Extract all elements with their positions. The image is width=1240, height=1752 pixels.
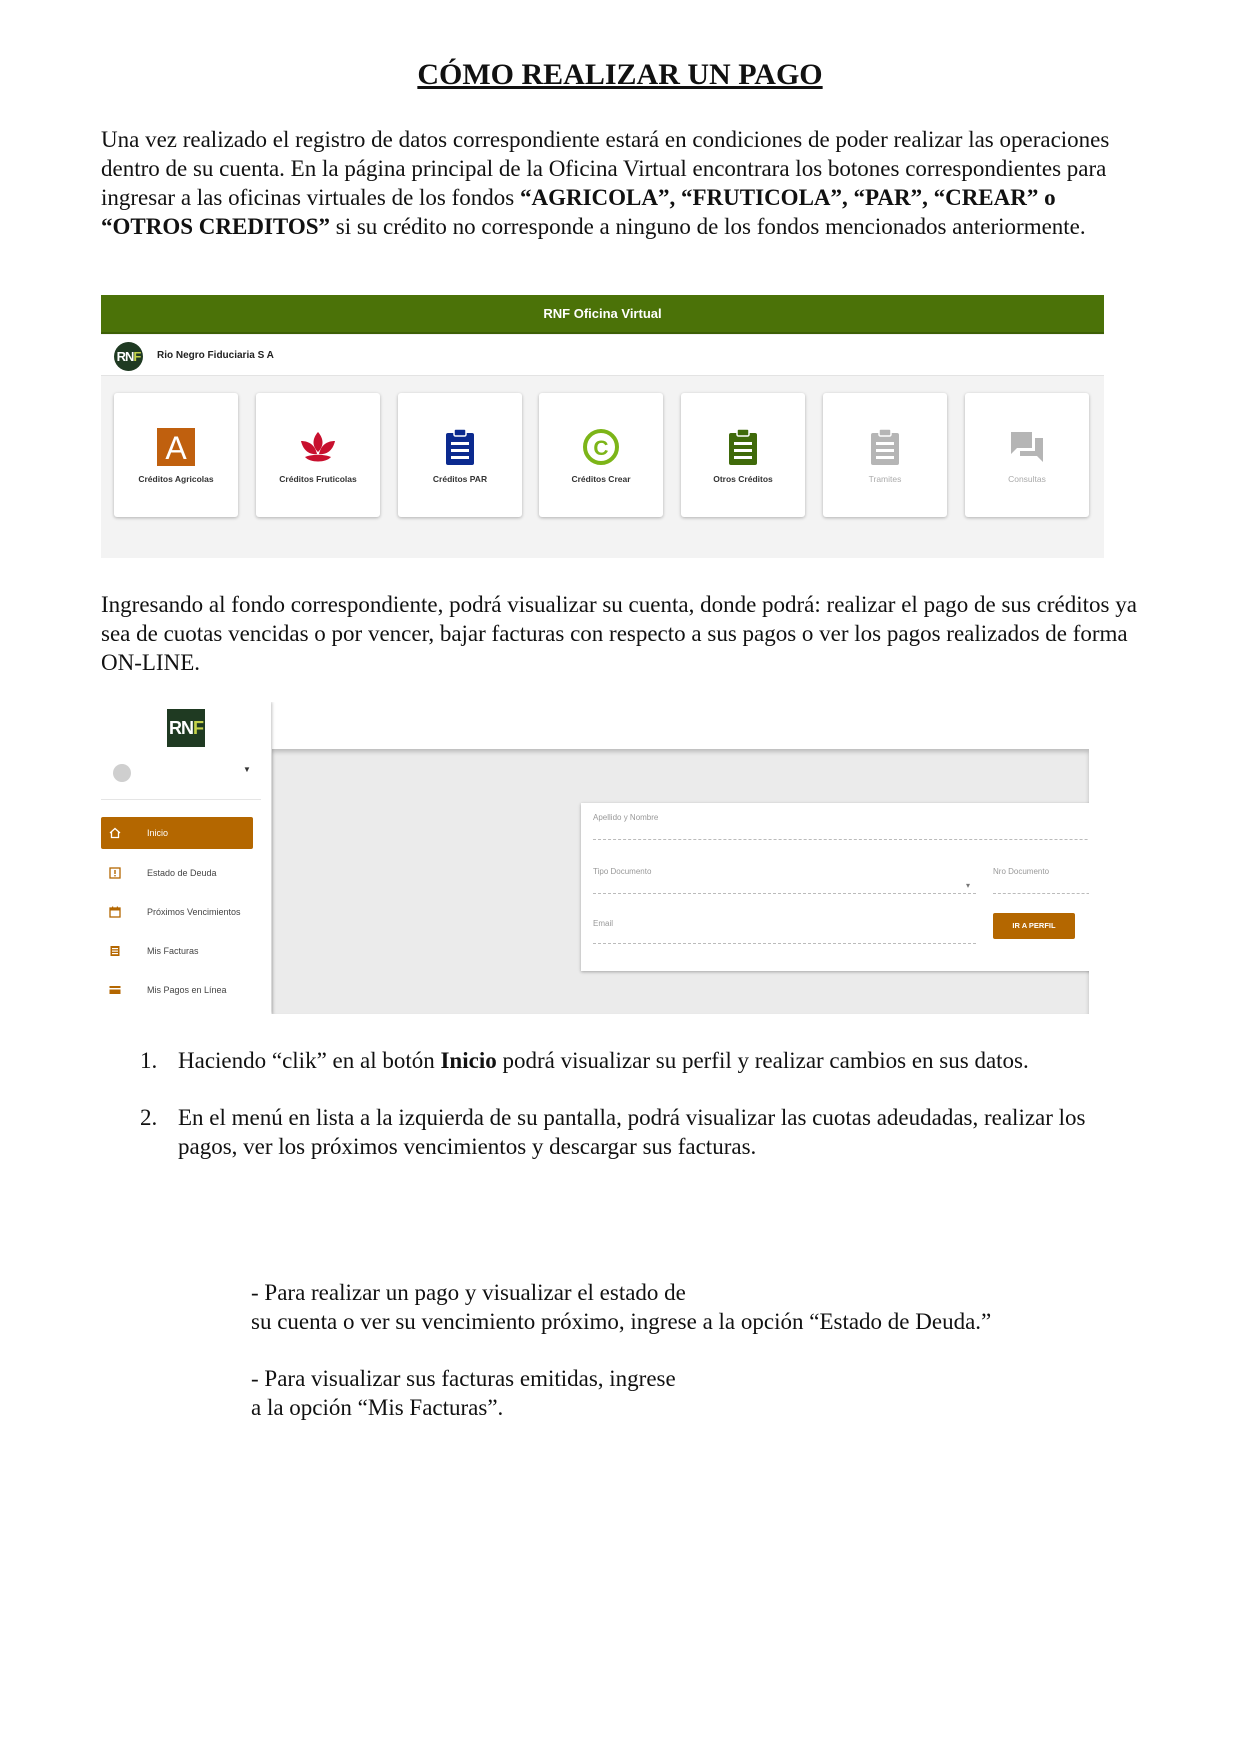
chevron-down-icon: ▾: [966, 881, 971, 890]
card-otros-creditos[interactable]: [681, 393, 805, 517]
intro-text-1: Una vez realizado el registro de datos correspondiente estará en condiciones de poder realizar las operaciones dentro de su cuenta. En la página principal de la Oficina Virtual encontrara los botones correspondientes para ingresar a las oficinas virtuales de los fondos: [101, 127, 1110, 210]
list-text: Haciendo “clik” en al botón Inicio podrá visualizar su perfil y realizar cambios en sus datos.: [178, 1048, 1029, 1073]
list-icon: [109, 945, 121, 957]
sidebar-divider: [101, 799, 261, 800]
content-area: [272, 749, 1089, 1014]
app-header-bar: [101, 295, 1104, 334]
rnf-logo: RNF: [167, 709, 205, 747]
sidebar-item-inicio[interactable]: [101, 817, 253, 849]
sidebar-item-proximos-vencimientos[interactable]: [101, 896, 253, 928]
sidebar-item-label: Estado de Deuda: [147, 868, 217, 878]
card-label: Créditos Fruticolas: [279, 474, 357, 484]
name-label: Apellido y Nombre: [593, 813, 659, 822]
doc-type-select[interactable]: [593, 893, 976, 894]
email-label: Email: [593, 919, 614, 928]
profile-form: [581, 803, 1089, 971]
sidebar-item-estado-de-deuda[interactable]: [101, 857, 253, 889]
card-consultas[interactable]: [965, 393, 1089, 517]
svg-text:C: C: [593, 437, 609, 460]
name-field[interactable]: [593, 839, 1089, 840]
card-creditos-crear[interactable]: [539, 393, 663, 517]
card-label: Créditos Crear: [571, 474, 631, 484]
clipboard-icon: [866, 428, 904, 466]
intro-fund-names: “AGRICOLA”, “FRUTICOLA”, “PAR”, “CREAR” o “OTROS CREDITOS”: [101, 185, 1056, 239]
flower-icon: [299, 428, 337, 466]
letter-a-icon: [157, 428, 195, 466]
clipboard-icon: [441, 428, 479, 466]
card-creditos-agricolas[interactable]: [114, 393, 238, 517]
note-estado-de-deuda: - Para realizar un pago y visualizar el estado de su cuenta o ver su vencimiento próximo, ingrese a la opción “Estado de Deuda.”: [251, 1280, 992, 1334]
ir-a-perfil-button[interactable]: IR A PERFIL: [993, 913, 1075, 939]
card-tramites[interactable]: [823, 393, 947, 517]
account-screenshot: [101, 702, 1089, 1014]
chevron-down-icon[interactable]: ▼: [243, 765, 251, 774]
account-paragraph: Ingresando al fondo correspondiente, podrá visualizar su cuenta, donde podrá: realizar el pago de sus créditos ya sea de cuotas vencidas o por vencer, bajar facturas con respecto a sus pagos o ver los pagos realizados de forma ON-LINE.: [101, 592, 1137, 675]
clipboard-icon: [724, 428, 762, 466]
home-icon: [109, 827, 121, 839]
page-title: CÓMO REALIZAR UN PAGO: [417, 58, 823, 91]
app-header-title: RNF Oficina Virtual: [543, 306, 662, 321]
sidebar-item-label: Mis Facturas: [147, 946, 199, 956]
intro-text-2: si su crédito no corresponde a ninguno de los fondos mencionados anteriormente.: [330, 214, 1086, 239]
card-label: Créditos Agricolas: [138, 474, 214, 484]
rnf-logo: RNF: [114, 342, 143, 371]
sidebar-item-label: Inicio: [147, 828, 169, 838]
card-creditos-par[interactable]: [398, 393, 522, 517]
chat-icon: [1008, 428, 1046, 466]
card-creditos-fruticolas[interactable]: [256, 393, 380, 517]
copyright-icon: [582, 428, 620, 466]
sidebar-item-label: Próximos Vencimientos: [147, 907, 241, 917]
alert-icon: [109, 867, 121, 879]
card-label: Créditos PAR: [432, 474, 488, 484]
doc-type-label: Tipo Documento: [593, 867, 652, 876]
calendar-icon: [109, 906, 121, 918]
org-bar: [101, 335, 1104, 376]
list-text: En el menú en lista a la izquierda de su pantalla, podrá visualizar las cuotas adeudadas, realizar los pagos, ver los próximos vencimientos y descargar sus facturas.: [178, 1105, 1086, 1159]
svg-text:A: A: [165, 430, 187, 466]
doc-number-field[interactable]: [993, 893, 1089, 894]
card-label: Tramites: [868, 474, 902, 484]
doc-number-label: Nro Documento: [993, 867, 1050, 876]
email-field[interactable]: [593, 943, 976, 944]
org-name: Rio Negro Fiduciaria S A: [157, 350, 274, 361]
note-mis-facturas: - Para visualizar sus facturas emitidas, ingrese a la opción “Mis Facturas”.: [251, 1366, 676, 1420]
sidebar-item-mis-facturas[interactable]: [101, 935, 253, 967]
credit-card-icon: [109, 984, 121, 996]
card-label: Consultas: [1008, 474, 1046, 484]
sidebar-item-label: Mis Pagos en Línea: [147, 985, 227, 995]
card-label: Otros Créditos: [713, 474, 773, 484]
list-number: 1.: [140, 1048, 158, 1073]
sidebar: [101, 702, 271, 1014]
sidebar-item-mis-pagos-en-linea[interactable]: [101, 974, 253, 1006]
list-number: 2.: [140, 1105, 158, 1130]
avatar[interactable]: [113, 764, 131, 782]
intro-paragraph: [101, 125, 1151, 241]
oficina-virtual-screenshot: [101, 295, 1104, 558]
